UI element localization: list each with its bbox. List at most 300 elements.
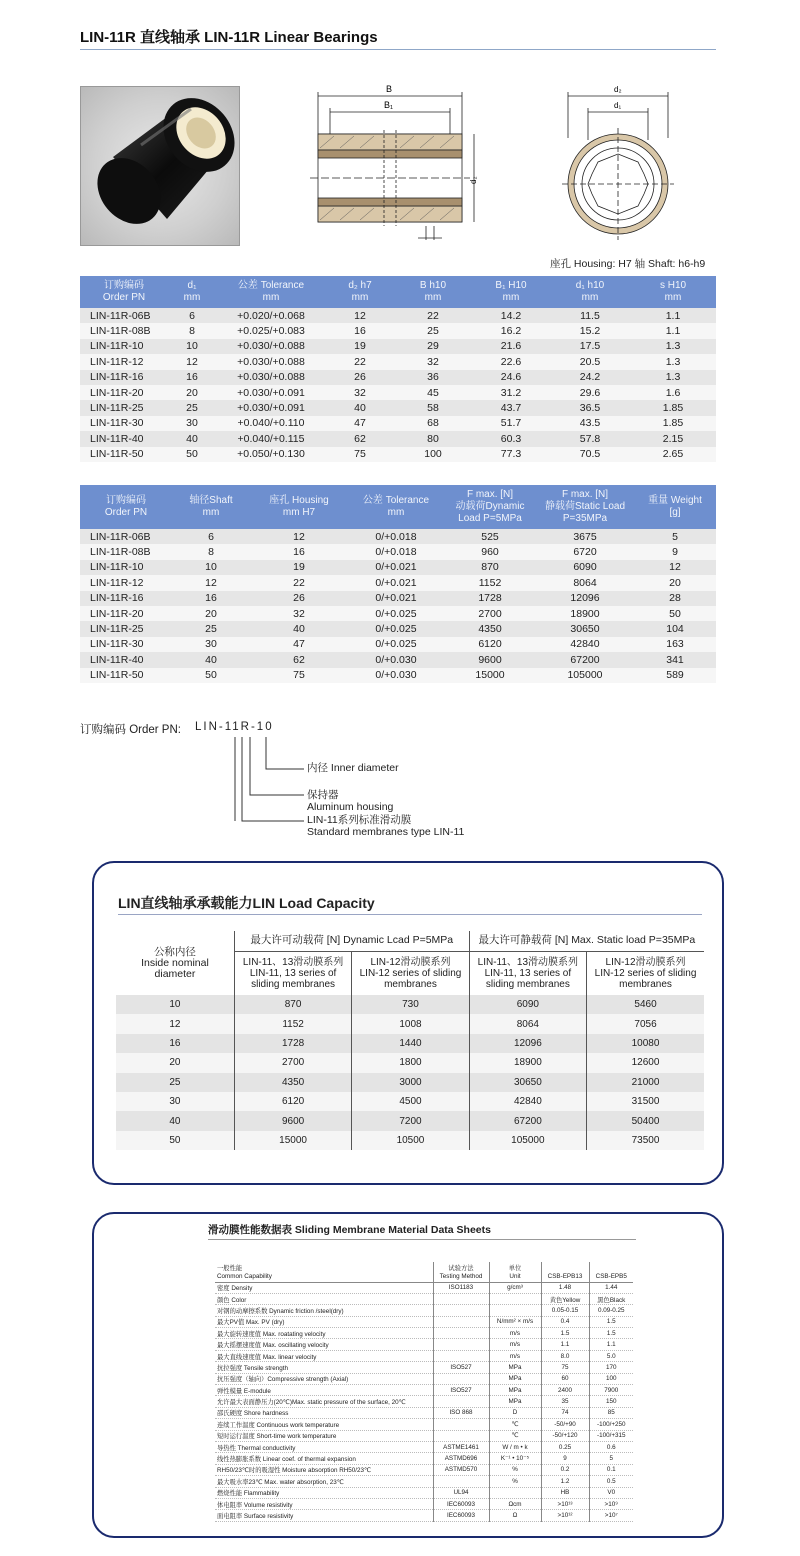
table-cell: >10⁷ bbox=[589, 1510, 633, 1521]
header-line: 公差 Tolerance bbox=[362, 495, 430, 506]
table-cell: 20.5 bbox=[550, 354, 630, 369]
table-row bbox=[80, 400, 716, 415]
table-cell: 40 bbox=[116, 1111, 234, 1130]
table-cell: -100/+250 bbox=[589, 1419, 633, 1430]
table-cell: 8.0 bbox=[541, 1350, 589, 1361]
table-cell: 抗压强度（轴向）Compressive strength (Axial) bbox=[215, 1373, 433, 1384]
table-cell: 5460 bbox=[587, 995, 704, 1014]
t2-col-header-2 bbox=[250, 485, 348, 529]
table-row bbox=[80, 668, 716, 683]
header-line: d₁ bbox=[187, 280, 197, 291]
table-cell: 1.5 bbox=[589, 1328, 633, 1339]
table-cell: +0.030/+0.091 bbox=[216, 385, 326, 400]
table-cell bbox=[489, 1305, 541, 1316]
table-cell: 75 bbox=[250, 668, 348, 683]
table-cell: ISO527 bbox=[433, 1385, 489, 1396]
table-cell: 对钢的动摩擦系数 Dynamic friction /steel(dry) bbox=[215, 1305, 433, 1316]
table-cell: 1152 bbox=[234, 1014, 351, 1033]
side-section-diagram bbox=[300, 78, 480, 248]
table-cell: 12 bbox=[634, 560, 716, 575]
front-view-diagram bbox=[548, 78, 688, 248]
header-line: mm bbox=[424, 292, 442, 303]
t1-col-header-4 bbox=[394, 276, 472, 308]
table-cell: 6120 bbox=[234, 1092, 351, 1111]
table-cell: 5 bbox=[634, 529, 716, 544]
header-line: [g] bbox=[669, 507, 681, 518]
header-line: mm bbox=[183, 292, 201, 303]
table-cell: 0/+0.030 bbox=[348, 668, 444, 683]
table-cell: 10 bbox=[168, 339, 216, 354]
load-capacity-title: LIN直线轴承承载能力LIN Load Capacity bbox=[118, 895, 375, 911]
order-pn-cell: LIN-11R-25 bbox=[80, 621, 172, 636]
table-row bbox=[80, 416, 716, 431]
order-pn-cell: LIN-11R-30 bbox=[80, 416, 168, 431]
table-cell: 9 bbox=[634, 544, 716, 559]
table-cell: 525 bbox=[444, 529, 536, 544]
table-cell: 75 bbox=[326, 447, 394, 462]
table-cell bbox=[433, 1316, 489, 1327]
t1-col-header-6 bbox=[550, 276, 630, 308]
table-cell: W / m • k bbox=[489, 1441, 541, 1452]
table-cell: 0.4 bbox=[541, 1316, 589, 1327]
order-pn-cell: LIN-11R-50 bbox=[80, 668, 172, 683]
order-pn-leader-lines bbox=[220, 735, 320, 840]
table-row bbox=[215, 1316, 633, 1327]
table-cell: MPa bbox=[489, 1396, 541, 1407]
table-row bbox=[215, 1487, 633, 1498]
header-line: B₁ H10 bbox=[495, 280, 527, 291]
table-cell: 0/+0.025 bbox=[348, 606, 444, 621]
table-row bbox=[80, 560, 716, 575]
table-cell: 25 bbox=[394, 323, 472, 338]
table-row bbox=[116, 1014, 704, 1033]
table-cell: 74 bbox=[541, 1407, 589, 1418]
table-cell: 29.6 bbox=[550, 385, 630, 400]
table-cell: 20 bbox=[116, 1053, 234, 1072]
table-cell: 20 bbox=[172, 606, 250, 621]
table-cell: ℃ bbox=[489, 1430, 541, 1441]
table-row bbox=[215, 1373, 633, 1384]
table-cell: 5.0 bbox=[589, 1350, 633, 1361]
table-cell: V0 bbox=[589, 1487, 633, 1498]
table-cell: 1.85 bbox=[630, 400, 716, 415]
header-line: CSB-EPB13 bbox=[547, 1272, 583, 1280]
table-cell: 18900 bbox=[536, 606, 634, 621]
table-cell: 20 bbox=[634, 575, 716, 590]
table-cell: 0/+0.021 bbox=[348, 560, 444, 575]
table-row bbox=[215, 1430, 633, 1441]
table-cell: 6120 bbox=[444, 637, 536, 652]
table-cell: 黄色Yellow bbox=[541, 1293, 589, 1304]
table-cell: 21000 bbox=[587, 1073, 704, 1092]
t1-col-header-3 bbox=[326, 276, 394, 308]
table-cell: >10¹² bbox=[541, 1510, 589, 1521]
table-cell: 12 bbox=[168, 354, 216, 369]
table-cell: 150 bbox=[589, 1396, 633, 1407]
table-row bbox=[215, 1464, 633, 1475]
order-pn-membrane-cn: LIN-11系列标准滑动膜 bbox=[307, 814, 412, 826]
table-row bbox=[215, 1476, 633, 1487]
material-data-title: 滑动膜性能数据表 Sliding Membrane Material Data Sheets bbox=[208, 1224, 491, 1236]
table-cell: 22 bbox=[250, 575, 348, 590]
table-cell: 50 bbox=[116, 1131, 234, 1150]
table-cell: 最大吸水率23℃ Max. water absorption, 23℃ bbox=[215, 1476, 433, 1487]
table-cell: 4350 bbox=[444, 621, 536, 636]
load-capacity-table bbox=[116, 931, 704, 1150]
table-row bbox=[116, 1131, 704, 1150]
dim-b-label: B bbox=[386, 84, 393, 94]
header-line: d₂ h7 bbox=[348, 280, 372, 291]
t1-col-header-1 bbox=[168, 276, 216, 308]
header-line: mm H7 bbox=[282, 507, 316, 518]
md-col-header-3 bbox=[541, 1262, 589, 1282]
table-cell: 1.1 bbox=[589, 1339, 633, 1350]
order-pn-cell: LIN-11R-30 bbox=[80, 637, 172, 652]
table-row bbox=[215, 1498, 633, 1509]
header-line: 静载荷Static Load bbox=[544, 501, 626, 512]
table-cell: 19 bbox=[250, 560, 348, 575]
table-cell: 0.6 bbox=[589, 1441, 633, 1452]
table-row bbox=[116, 1053, 704, 1072]
lc-col0-line3: diameter bbox=[154, 967, 196, 980]
table-cell: 体电阻率 Volume resistivity bbox=[215, 1498, 433, 1509]
table-cell: 2700 bbox=[234, 1053, 351, 1072]
table-cell: 8 bbox=[172, 544, 250, 559]
header-line: mm bbox=[581, 292, 599, 303]
table-cell: 0/+0.021 bbox=[348, 575, 444, 590]
md-col-header-0 bbox=[215, 1262, 433, 1282]
table-cell bbox=[489, 1487, 541, 1498]
dim-d2-label: d₂ bbox=[469, 176, 478, 184]
table-row bbox=[215, 1362, 633, 1373]
table-cell: 0/+0.018 bbox=[348, 544, 444, 559]
table-cell: 12 bbox=[326, 308, 394, 323]
table-cell: 104 bbox=[634, 621, 716, 636]
header-line: mm bbox=[387, 507, 405, 518]
order-pn-cell: LIN-11R-50 bbox=[80, 447, 168, 462]
table-cell: ASTMD696 bbox=[433, 1453, 489, 1464]
table-cell: 2.15 bbox=[630, 431, 716, 446]
table-cell: >10⁹ bbox=[589, 1498, 633, 1509]
order-pn-cell: LIN-11R-20 bbox=[80, 606, 172, 621]
header-line: LIN-12滑动膜系列 bbox=[605, 956, 686, 968]
table-cell: 8064 bbox=[536, 575, 634, 590]
table-cell: 16 bbox=[168, 370, 216, 385]
table-cell: MPa bbox=[489, 1373, 541, 1384]
table-cell: 1728 bbox=[234, 1034, 351, 1053]
table-cell: 6 bbox=[172, 529, 250, 544]
table-cell: MPa bbox=[489, 1362, 541, 1373]
table-cell: D bbox=[489, 1407, 541, 1418]
table-cell: 0.1 bbox=[589, 1464, 633, 1475]
table-cell bbox=[433, 1396, 489, 1407]
table-cell: 75 bbox=[541, 1362, 589, 1373]
table-cell: 1.44 bbox=[589, 1282, 633, 1293]
table-cell: 22 bbox=[326, 354, 394, 369]
table-cell bbox=[433, 1350, 489, 1361]
order-pn-cell: LIN-11R-10 bbox=[80, 560, 172, 575]
table-cell: 12 bbox=[116, 1014, 234, 1033]
table-cell: 最大直线速度值 Max. linear velocity bbox=[215, 1350, 433, 1361]
table-row bbox=[215, 1350, 633, 1361]
table-cell: 42840 bbox=[536, 637, 634, 652]
table-cell: 31.2 bbox=[472, 385, 550, 400]
table-cell: 最大摇摆速度值 Max. oscillating velocity bbox=[215, 1339, 433, 1350]
table-cell: -50/+90 bbox=[541, 1419, 589, 1430]
table-cell: % bbox=[489, 1476, 541, 1487]
header-line: mm bbox=[502, 292, 520, 303]
table-cell: 67200 bbox=[469, 1111, 586, 1130]
table-row bbox=[80, 529, 716, 544]
header-line: LIN-12 series of sliding bbox=[359, 967, 462, 979]
table-cell: ℃ bbox=[489, 1419, 541, 1430]
table-cell: 77.3 bbox=[472, 447, 550, 462]
header-line: s H10 bbox=[659, 280, 687, 291]
table-cell: 10500 bbox=[352, 1131, 469, 1150]
table-cell: 40 bbox=[168, 431, 216, 446]
header-line: 动载荷Dynamic bbox=[455, 501, 525, 512]
table-cell: 105000 bbox=[469, 1131, 586, 1150]
table-row bbox=[80, 323, 716, 338]
table-cell: 1.1 bbox=[630, 308, 716, 323]
t1-col-header-0 bbox=[80, 276, 168, 308]
header-line: 订购编码 bbox=[104, 280, 144, 291]
header-line: 轴径Shaft bbox=[189, 495, 233, 506]
table-cell: 2400 bbox=[541, 1385, 589, 1396]
table-cell: 9600 bbox=[234, 1111, 351, 1130]
table-cell: 30 bbox=[172, 637, 250, 652]
table-cell: g/cm³ bbox=[489, 1282, 541, 1293]
title-rule bbox=[80, 49, 716, 50]
table-cell: 50 bbox=[172, 668, 250, 683]
t2-col-header-5 bbox=[536, 485, 634, 529]
table-cell: 0/+0.025 bbox=[348, 621, 444, 636]
table-cell: 最大旋转速度值 Max. roatating velocity bbox=[215, 1328, 433, 1339]
table-cell: 26 bbox=[326, 370, 394, 385]
table-cell: 1.6 bbox=[630, 385, 716, 400]
order-pn-cell: LIN-11R-08B bbox=[80, 323, 168, 338]
table-cell: 170 bbox=[589, 1362, 633, 1373]
table-cell: 1800 bbox=[352, 1053, 469, 1072]
table-row bbox=[215, 1282, 633, 1293]
table-cell: IEC60093 bbox=[433, 1510, 489, 1521]
table-cell: 73500 bbox=[587, 1131, 704, 1150]
table-cell: 2700 bbox=[444, 606, 536, 621]
table-cell: 50 bbox=[168, 447, 216, 462]
table-cell: 16.2 bbox=[472, 323, 550, 338]
table-cell: +0.040/+0.115 bbox=[216, 431, 326, 446]
table-cell: 25 bbox=[172, 621, 250, 636]
table-cell: 22 bbox=[394, 308, 472, 323]
table-cell: 7900 bbox=[589, 1385, 633, 1396]
table-cell: 4500 bbox=[352, 1092, 469, 1111]
header-line: d₁ h10 bbox=[575, 280, 605, 291]
table-cell bbox=[433, 1419, 489, 1430]
header-line: membranes bbox=[619, 978, 672, 990]
table-cell: 1.48 bbox=[541, 1282, 589, 1293]
t1-col-header-5 bbox=[472, 276, 550, 308]
table-cell: IEC60093 bbox=[433, 1498, 489, 1509]
table-cell: 62 bbox=[250, 652, 348, 667]
bearing-photo bbox=[80, 86, 240, 246]
table-cell: 1.3 bbox=[630, 354, 716, 369]
table-cell: 12096 bbox=[536, 591, 634, 606]
table-cell: 12 bbox=[172, 575, 250, 590]
table-row bbox=[80, 370, 716, 385]
table-row bbox=[215, 1339, 633, 1350]
table-cell: 11.5 bbox=[550, 308, 630, 323]
table-cell bbox=[433, 1339, 489, 1350]
table-cell: 1.5 bbox=[541, 1328, 589, 1339]
table-cell: 0/+0.030 bbox=[348, 652, 444, 667]
table-cell: 85 bbox=[589, 1407, 633, 1418]
header-line: CSB-EPB5 bbox=[595, 1272, 627, 1280]
table-cell: m/s bbox=[489, 1339, 541, 1350]
header-line: F max. [N] bbox=[466, 489, 514, 500]
table-row bbox=[215, 1293, 633, 1304]
table-cell: 7200 bbox=[352, 1111, 469, 1130]
table-cell: 100 bbox=[589, 1373, 633, 1384]
table-cell: 3000 bbox=[352, 1073, 469, 1092]
table-row bbox=[215, 1510, 633, 1521]
table-cell: 0/+0.025 bbox=[348, 637, 444, 652]
table-row bbox=[116, 1073, 704, 1092]
lc-subheader-2 bbox=[469, 951, 586, 995]
table-cell: 15000 bbox=[234, 1131, 351, 1150]
table-cell: 60 bbox=[541, 1373, 589, 1384]
order-pn-retainer-en: Aluminum housing bbox=[307, 801, 394, 813]
table-cell: 颜色 Color bbox=[215, 1293, 433, 1304]
header-line: Unit bbox=[509, 1272, 521, 1280]
table-cell: 1.1 bbox=[630, 323, 716, 338]
page-title: LIN-11R 直线轴承 LIN-11R Linear Bearings bbox=[80, 29, 378, 46]
table-cell: 21.6 bbox=[472, 339, 550, 354]
table-cell: 0/+0.021 bbox=[348, 591, 444, 606]
lc-subheader-1 bbox=[352, 951, 469, 995]
header-line: Order PN bbox=[104, 507, 148, 518]
table-cell: 连续工作温度 Continuous work temperature bbox=[215, 1419, 433, 1430]
table-cell: 12096 bbox=[469, 1034, 586, 1053]
header-line: LIN-12 series of sliding bbox=[594, 967, 697, 979]
table-cell: 960 bbox=[444, 544, 536, 559]
order-pn-cell: LIN-11R-16 bbox=[80, 591, 172, 606]
table-cell: 16 bbox=[326, 323, 394, 338]
table-cell: 10080 bbox=[587, 1034, 704, 1053]
table-cell: 105000 bbox=[536, 668, 634, 683]
table-row bbox=[80, 308, 716, 323]
front-dim-d1-label: d₁ bbox=[614, 101, 622, 110]
table-cell: +0.030/+0.088 bbox=[216, 354, 326, 369]
table-cell: +0.020/+0.068 bbox=[216, 308, 326, 323]
table-cell: 20 bbox=[168, 385, 216, 400]
table-row bbox=[116, 1111, 704, 1130]
table-cell: 28 bbox=[634, 591, 716, 606]
table-row bbox=[80, 591, 716, 606]
table-cell: 29 bbox=[394, 339, 472, 354]
table-row bbox=[215, 1407, 633, 1418]
table-cell: 15000 bbox=[444, 668, 536, 683]
t2-col-header-0 bbox=[80, 485, 172, 529]
order-pn-cell: LIN-11R-06B bbox=[80, 529, 172, 544]
table-cell bbox=[433, 1476, 489, 1487]
table-cell: 68 bbox=[394, 416, 472, 431]
header-line: 公差 Tolerance bbox=[237, 280, 305, 291]
load-weight-table bbox=[80, 485, 716, 683]
table-cell: 1.85 bbox=[630, 416, 716, 431]
lc-group-static: 最大许可静载荷 [N] Max. Static load P=35MPa bbox=[469, 931, 704, 951]
table-cell: 9600 bbox=[444, 652, 536, 667]
table-cell: 3675 bbox=[536, 529, 634, 544]
table-cell: 12600 bbox=[587, 1053, 704, 1072]
order-pn-cell: LIN-11R-08B bbox=[80, 544, 172, 559]
table-cell: ISO 868 bbox=[433, 1407, 489, 1418]
md-col-header-4 bbox=[589, 1262, 633, 1282]
order-pn-cell: LIN-11R-20 bbox=[80, 385, 168, 400]
lc-col0-line2: Inside nominal bbox=[141, 956, 209, 969]
table-cell: m/s bbox=[489, 1328, 541, 1339]
table-cell: 8064 bbox=[469, 1014, 586, 1033]
table-row bbox=[116, 1034, 704, 1053]
t1-col-header-2 bbox=[216, 276, 326, 308]
table-cell: 50 bbox=[634, 606, 716, 621]
table-cell: 70.5 bbox=[550, 447, 630, 462]
table-cell: +0.030/+0.088 bbox=[216, 339, 326, 354]
t2-col-header-3 bbox=[348, 485, 444, 529]
table-cell: 51.7 bbox=[472, 416, 550, 431]
table-row bbox=[215, 1305, 633, 1316]
lc-group-dynamic: 最大许可动载荷 [N] Dynamic Lcad P=5MPa bbox=[234, 931, 469, 951]
header-line: LIN-12滑动膜系列 bbox=[370, 956, 451, 968]
table-cell: +0.030/+0.088 bbox=[216, 370, 326, 385]
table-row bbox=[80, 606, 716, 621]
table-cell: 43.5 bbox=[550, 416, 630, 431]
table-cell: 0.5 bbox=[589, 1476, 633, 1487]
material-data-rule bbox=[208, 1239, 636, 1240]
table-row bbox=[116, 995, 704, 1014]
header-line: Order PN bbox=[102, 292, 146, 303]
table-cell: Ωcm bbox=[489, 1498, 541, 1509]
table-cell: 抗拉强度 Tensile strength bbox=[215, 1362, 433, 1373]
table-cell: HB bbox=[541, 1487, 589, 1498]
dimension-table bbox=[80, 276, 716, 462]
table-cell bbox=[433, 1305, 489, 1316]
table-cell: 870 bbox=[444, 560, 536, 575]
table-cell: 10 bbox=[116, 995, 234, 1014]
material-data-table bbox=[215, 1262, 633, 1522]
table-cell: 47 bbox=[250, 637, 348, 652]
table-cell: -50/+120 bbox=[541, 1430, 589, 1441]
table-cell: 导热性 Thermal conductivity bbox=[215, 1441, 433, 1452]
t2-col-header-6 bbox=[634, 485, 716, 529]
order-pn-inner-diameter: 内径 Inner diameter bbox=[307, 762, 399, 774]
header-line: sliding membranes bbox=[251, 978, 336, 990]
t1-col-header-7 bbox=[630, 276, 716, 308]
md-col-header-2 bbox=[489, 1262, 541, 1282]
housing-shaft-note: 座孔 Housing: H7 轴 Shaft: h6-h9 bbox=[550, 258, 706, 270]
table-cell: 730 bbox=[352, 995, 469, 1014]
table-cell: 40 bbox=[172, 652, 250, 667]
table-cell: 43.7 bbox=[472, 400, 550, 415]
table-cell: 15.2 bbox=[550, 323, 630, 338]
table-cell: 6090 bbox=[536, 560, 634, 575]
order-pn-cell: LIN-11R-12 bbox=[80, 575, 172, 590]
lc-subheader-3 bbox=[587, 951, 704, 995]
table-row bbox=[80, 385, 716, 400]
table-cell: +0.040/+0.110 bbox=[216, 416, 326, 431]
order-pn-cell: LIN-11R-40 bbox=[80, 431, 168, 446]
header-line: Common Capability bbox=[217, 1272, 272, 1280]
table-cell: 67200 bbox=[536, 652, 634, 667]
